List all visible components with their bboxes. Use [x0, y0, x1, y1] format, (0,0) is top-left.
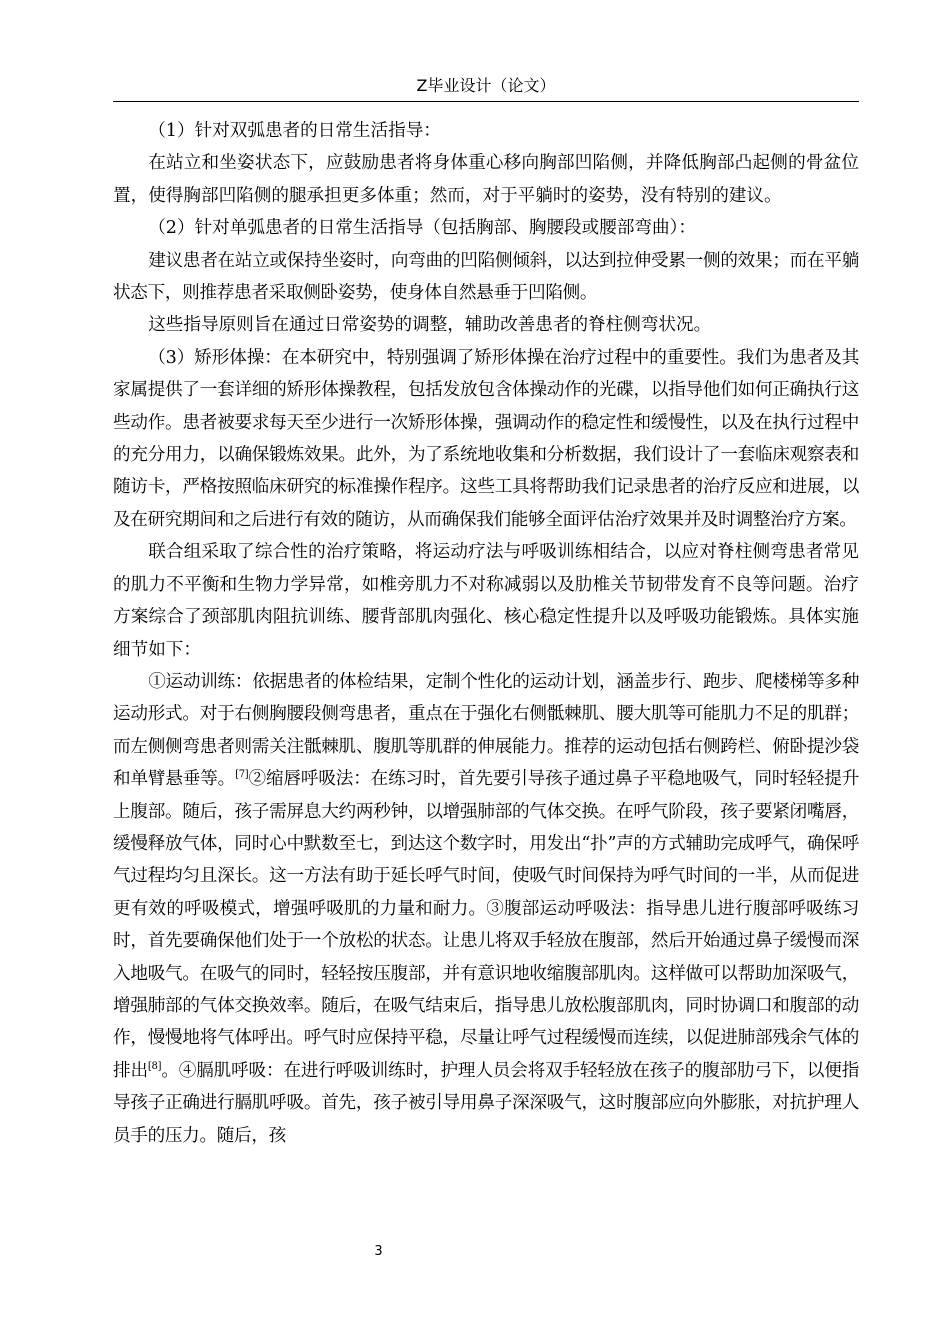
header-rule	[113, 101, 859, 102]
page-number: 3	[374, 1244, 383, 1259]
citation-8: [8]	[147, 1060, 162, 1072]
paragraph-6: （3）矫形体操：在本研究中，特别强调了矫形体操在治疗过程中的重要性。我们为患者及其家属提供了一套详细的矫形体操教程，包括发放包含体操动作的光碟，以指导他们如何正确执行这些动作。患者被要求每天至少进行一次矫形体操，强调动作的稳定性和缓慢性，以及在执行过程中的充分用力，以确保锻炼效果。此外，为了系统地收集和分析数据，我们设计了一套临床观察表和随访卡，严格按照临床研究的标准操作程序。这些工具将帮助我们记录患者的治疗反应和进展，以及在研究期间和之后进行有效的随访，从而确保我们能够全面评估治疗效果并及时调整治疗方案。	[113, 347, 859, 530]
paragraph-5: 这些指导原则旨在通过日常姿势的调整，辅助改善患者的脊柱侧弯状况。	[148, 315, 712, 336]
page-body	[113, 115, 859, 1152]
paragraph-7: 联合组采取了综合性的治疗策略，将运动疗法与呼吸训练相结合，以应对脊柱侧弯患者常见的肌力不平衡和生物力学异常，如椎旁肌力不对称减弱以及肋椎关节韧带发育不良等问题。治疗方案综合了颈部肌肉阻抗训练、腰背部肌肉强化、核心稳定性提升以及呼吸功能锻炼。具体实施细节如下：	[113, 542, 859, 660]
paragraph-8-part-c: 。④膈肌呼吸：在进行呼吸训练时，护理人员会将双手轻轻放在孩子的腹部肋弓下，以便指导孩子正确进行膈肌呼吸。首先，孩子被引导用鼻子深深吸气，这时腹部应向外膨胀，对抗护理人员手的压力。随后，孩	[113, 1060, 859, 1146]
paragraph-8	[113, 666, 859, 1152]
paragraph-3: （2）针对单弧患者的日常生活指导（包括胸部、胸腰段或腰部弯曲）：	[148, 218, 696, 239]
paragraph-2: 在站立和坐姿状态下，应鼓励患者将身体重心移向胸部凹陷侧，并降低胸部凸起侧的骨盆位置，使得胸部凹陷侧的腿承担更多体重；然而，对于平躺时的姿势，没有特别的建议。	[113, 153, 859, 206]
page-header: Z毕业设计（论文）	[416, 76, 556, 95]
paragraph-4: 建议患者在站立或保持坐姿时，向弯曲的凹陷侧倾斜，以达到拉伸受累一侧的效果；而在平躺状态下，则推荐患者采取侧卧姿势，使身体自然悬垂于凹陷侧。	[113, 250, 859, 304]
citation-7: [7]	[235, 769, 249, 781]
paragraph-8-part-a: ①运动训练：依据患者的体检结果，定制个性化的运动计划，涵盖步行、跑步、爬楼梯等多种运动形式。对于右侧胸腰段侧弯患者，重点在于强化右侧骶棘肌、腰大肌等可能肌力不足的肌群；而左侧侧弯患者则需关注骶棘肌、腹肌等肌群的伸展能力。推荐的运动包括右侧跨栏、俯卧提沙袋和单臂悬垂等。	[113, 671, 859, 790]
paragraph-1: （1）针对双弧患者的日常生活指导：	[148, 121, 441, 141]
paragraph-8-part-b: ②缩唇呼吸法：在练习时，首先要引导孩子通过鼻子平稳地吸气，同时轻轻提升上腹部。随后，孩子需屏息大约两秒钟，以增强肺部的气体交换。在呼气阶段，孩子要紧闭嘴唇，缓慢释放气体，同时心中默数至七，到达这个数字时，用发出“扑”声的方式辅助完成呼气，确保呼气过程均匀且深长。这一方法有助于延长呼气时间，使吸气时间保持为呼气时间的一半，从而促进更有效的呼吸模式，增强呼吸肌的力量和耐力。③腹部运动呼吸法：指导患儿进行腹部呼吸练习时，首先要确保他们处于一个放松的状态。让患儿将双手轻放在腹部，然后开始通过鼻子缓慢而深入地吸气。在吸气的同时，轻轻按压腹部，并有意识地收缩腹部肌肉。这样做可以帮助加深吸气，增强肺部的气体交换效率。随后，在吸气结束后，指导患儿放松腹部肌肉，同时协调口和腹部的动作，慢慢地将气体呼出。呼气时应保持平稳，尽量让呼气过程缓慢而连续，以促进肺部残余气体的排出	[113, 769, 859, 1081]
